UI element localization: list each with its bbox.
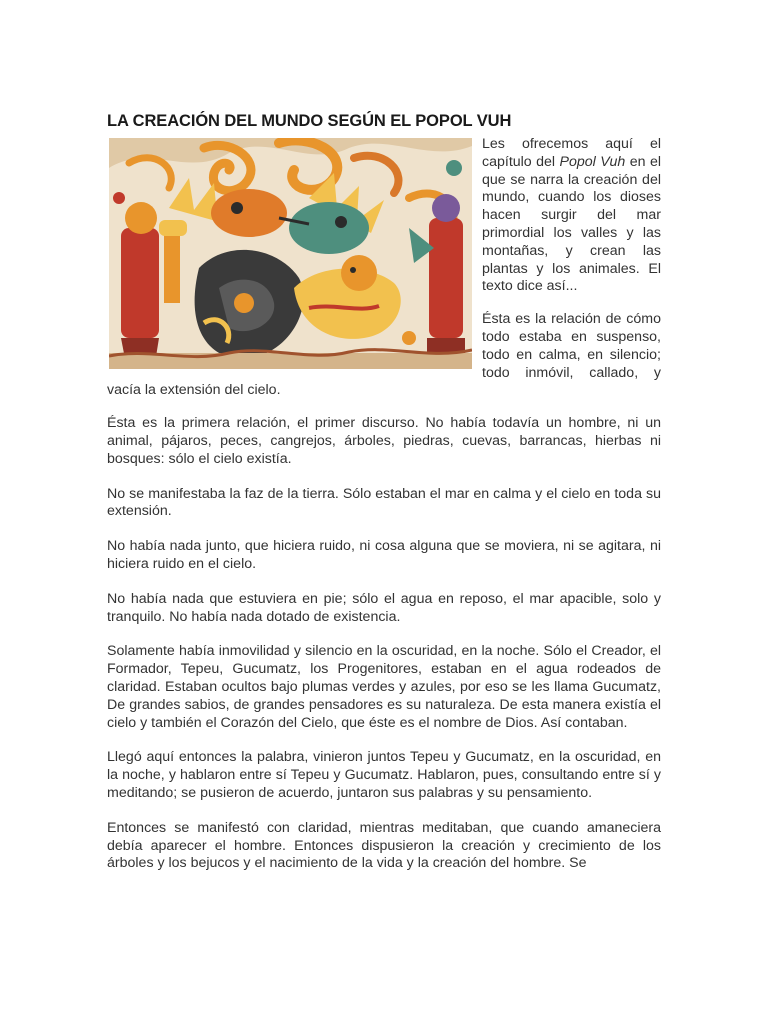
intro-paragraph: Les ofrecemos aquí el capítulo del Popol Vuh en el que se narra la creación del mundo, cuando los dioses hacen surgir del mar primordial los valles y las montañas, y crean las plantas y los animales. El texto dice así... [482, 136, 661, 295]
body-paragraph-5: No había nada que estuviera en pie; sólo el agua en reposo, el mar apacible, solo y tranquilo. No había nada dotado de existencia. [107, 590, 661, 625]
body-paragraph-7: Llegó aquí entonces la palabra, vinieron juntos Tepeu y Gucumatz, en la oscuridad, en la noche, y hablaron entre sí Tepeu y Gucumatz. Hablaron, pues, consultando entre sí y meditando; se pusieron de acuerdo, juntaron sus palabras y su pensamiento. [107, 749, 661, 801]
document-page [107, 110, 661, 890]
page-title: LA CREACIÓN DEL MUNDO SEGÚN EL POPOL VUH [107, 112, 512, 130]
body-paragraph-4: No había nada junto, que hiciera ruido, ni cosa alguna que se moviera, ni se agitara, ni hiciera ruido en el cielo. [107, 538, 661, 572]
body-paragraph-8: Entonces se manifestó con claridad, mientras meditaban, que cuando amaneciera debía aparecer el hombre. Entonces dispusieron la creación y crecimiento de los árboles y los bejucos y el nacimiento de la vida y la creación del hombre. Se [107, 819, 661, 872]
intro-block [107, 136, 661, 400]
mayan-mural-illustration [109, 138, 472, 369]
body-paragraph-2: Ésta es la primera relación, el primer discurso. No había todavía un hombre, ni un animal, pájaros, peces, cangrejos, árboles, piedras, cuevas, barrancas, hierbas ni bosques: sólo el cielo existía. [107, 415, 661, 467]
book-title-emphasis: Popol Vuh [559, 153, 626, 170]
body-paragraph-1: Ésta es la relación de cómo todo estaba en suspenso, todo en calma, en silencio; todo inmóvil, callado, y vacía la extensión del cielo. [107, 311, 661, 399]
body-paragraph-3: No se manifestaba la faz de la tierra. Sólo estaban el mar en calma y el cielo en toda su extensión. [107, 485, 661, 520]
body-paragraph-6: Solamente había inmovilidad y silencio en la oscuridad, en la noche. Sólo el Creador, el Formador, Tepeu, Gucumatz, los Progenitores, estaban en el agua rodeados de claridad. Estaban ocultos bajo plumas verdes y azules, por eso se les llama Gucumatz, De grandes sabios, de grandes pensadores es su naturaleza. De esta manera existía el cielo y también el Corazón del Cielo, que éste es el nombre de Dios. Así contaban. [107, 643, 661, 731]
